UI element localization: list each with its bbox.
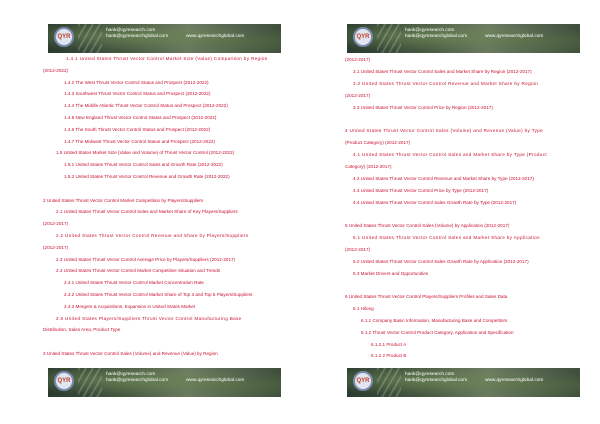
toc-line: Distribution, Sales Area, Product Type bbox=[43, 327, 121, 332]
toc-line: 2.2 United States Thrust Vector Control Revenue and Share by Players/Suppliers bbox=[56, 233, 249, 238]
toc-line: 1.5 United States Market Size (Value and Volume) of Thrust Vector Control (2012-2022) bbox=[56, 150, 235, 155]
toc-line: 6.1.2.1 Product A bbox=[371, 342, 407, 347]
toc-line: 1.4.7 The Midwest Thrust Vector Control Status and Prospect (2012-2022) bbox=[64, 139, 215, 144]
toc-line: 2.5 United States Players/Suppliers Thrust Vector Control Manufacturing Base bbox=[56, 316, 242, 321]
logo-text: QYR bbox=[356, 34, 370, 40]
toc-line: (2012-2017) bbox=[43, 245, 69, 250]
toc-line: 1.4.3 Southwest Thrust Vector Control Status and Prospect (2012-2022) bbox=[64, 91, 211, 96]
toc-line: 2.4 United States Thrust Vector Control Market Competitive Situation and Trends bbox=[56, 268, 221, 273]
footer-banner bbox=[48, 368, 281, 397]
toc-line: 2.4.2 United States Thrust Vector Control Market Share of Top 3 and Top 5 Players/Suppliers bbox=[64, 292, 253, 297]
banner-emails bbox=[106, 372, 168, 384]
toc-left bbox=[43, 14, 283, 410]
toc-line: 3.2 United States Thrust Vector Control Revenue and Market Share by Region bbox=[353, 81, 539, 86]
footer-banner bbox=[347, 368, 580, 397]
banner-email-2: hank@qyresearchglobal.com bbox=[106, 34, 169, 39]
banner-email-1: hank@qyresearch.com bbox=[405, 28, 455, 33]
toc-line: (2012-2017) bbox=[43, 221, 69, 226]
toc-line: 5.1 United States Thrust Vector Control Sales and Market Share by Application bbox=[353, 235, 540, 240]
toc-line: 5.2 United States Thrust Vector Control Sales Growth Rate by Application (2012-2017) bbox=[353, 259, 529, 264]
toc-line: 2.4.3 Mergers & Acquisitions, Expansion in United States Market bbox=[64, 304, 196, 309]
toc-line: 3.1 United States Thrust Vector Control Sales and Market Share by Region (2012-2017) bbox=[353, 69, 532, 74]
banner-emails bbox=[405, 372, 467, 384]
toc-line: 3 United States Thrust Vector Control Sales (Volume) and Revenue (Value) by Region bbox=[43, 351, 218, 356]
banner-email-2: hank@qyresearchglobal.com bbox=[405, 378, 468, 383]
toc-line: (2012-2022) bbox=[43, 68, 69, 73]
banner-decoration bbox=[377, 368, 401, 397]
toc-line: 5 United States Thrust Vector Control Sales (Volume) by Application (2012-2017) bbox=[345, 223, 510, 228]
toc-line: 2.4.1 United States Thrust Vector Control Market Concentration Rate bbox=[64, 280, 204, 285]
toc-line: 1.4.2 The West Thrust Vector Control Status and Prospect (2012-2022) bbox=[64, 80, 209, 85]
toc-line: 3.3 United States Thrust Vector Control Price by Region (2012-2017) bbox=[353, 105, 493, 110]
qyresearch-logo bbox=[54, 371, 74, 391]
toc-line: 6.1 Hilong bbox=[353, 306, 374, 311]
toc-line: 4 United States Thrust Vector Control Sales (Volume) and Revenue (Value) by Type bbox=[345, 128, 544, 133]
banner-email-2: hank@qyresearchglobal.com bbox=[106, 378, 169, 383]
toc-line: 6.1.2.2 Product B bbox=[371, 353, 407, 358]
banner-website: www.qyresearchglobal.com bbox=[186, 378, 245, 383]
document-page-left bbox=[43, 14, 283, 410]
toc-line: 2.3 United States Thrust Vector Control Average Price by Players/Suppliers (2012-2017) bbox=[56, 257, 236, 262]
banner-website: www.qyresearchglobal.com bbox=[485, 378, 544, 383]
banner-email-1: hank@qyresearch.com bbox=[405, 372, 455, 377]
toc-line: (2012-2017) bbox=[345, 57, 371, 62]
toc-line: 1.5.1 United States Thrust Vector Control Sales and Growth Rate (2012-2022) bbox=[64, 162, 223, 167]
toc-line: 1.4.4 The Middle Atlantic Thrust Vector Control Status and Prospect (2012-2022) bbox=[64, 103, 228, 108]
banner-email-2: hank@qyresearchglobal.com bbox=[405, 34, 468, 39]
toc-line: 4.1 United States Thrust Vector Control Sales and Market Share by Type (Product bbox=[353, 152, 547, 157]
qyresearch-logo bbox=[353, 371, 373, 391]
logo-text: QYR bbox=[57, 34, 71, 40]
toc-line: 4.2 United States Thrust Vector Control Revenue and Market Share by Type (2012-2017) bbox=[353, 176, 534, 181]
toc-line: 4.4 United States Thrust Vector Control Sales Growth Rate by Type (2012-2017) bbox=[353, 200, 517, 205]
banner-decoration bbox=[78, 368, 102, 397]
toc-line: 1.5.2 United States Thrust Vector Control Revenue and Growth Rate (2012-2022) bbox=[64, 174, 230, 179]
toc-line: 6 United States Thrust Vector Control Players/Suppliers Profiles and Sales Data bbox=[345, 294, 508, 299]
toc-line: 1.4.1 United States Thrust Vector Control Market Size (Value) Comparison by Region bbox=[66, 56, 268, 61]
toc-line: (2012-2017) bbox=[345, 93, 371, 98]
toc-line: 2 United States Thrust Vector Control Market Competition by Players/Suppliers bbox=[43, 198, 204, 203]
toc-line: 4.3 United States Thrust Vector Control Price by Type (2012-2017) bbox=[353, 188, 489, 193]
logo-text: QYR bbox=[356, 378, 370, 384]
document-page-right bbox=[345, 14, 582, 410]
toc-right bbox=[345, 14, 582, 410]
toc-line: Category) (2012-2017) bbox=[345, 164, 392, 169]
toc-line: 2.1 United States Thrust Vector Control Sales and Market Share of Key Players/Suppliers bbox=[56, 209, 238, 214]
toc-line: (2012-2017) bbox=[345, 247, 371, 252]
toc-line: 5.3 Market Drivers and Opportunities bbox=[353, 271, 429, 276]
toc-line: 6.1.2 Thrust Vector Control Product Category, Application and Specification bbox=[361, 330, 514, 335]
toc-line: (Product Category) (2012-2017) bbox=[345, 140, 411, 145]
toc-line: 1.4.6 The South Thrust Vector Control Status and Prospect (2012-2022) bbox=[64, 127, 211, 132]
banner-website: www.qyresearchglobal.com bbox=[186, 34, 245, 39]
logo-text: QYR bbox=[57, 378, 71, 384]
banner-email-1: hank@qyresearch.com bbox=[106, 28, 156, 33]
toc-line: 1.4.5 New England Thrust Vector Control Status and Prospect (2012-2022) bbox=[64, 115, 217, 120]
toc-line: 6.1.1 Company Basic Information, Manufacturing Base and Competitors bbox=[361, 318, 508, 323]
banner-email-1: hank@qyresearch.com bbox=[106, 372, 156, 377]
banner-website: www.qyresearchglobal.com bbox=[485, 34, 544, 39]
